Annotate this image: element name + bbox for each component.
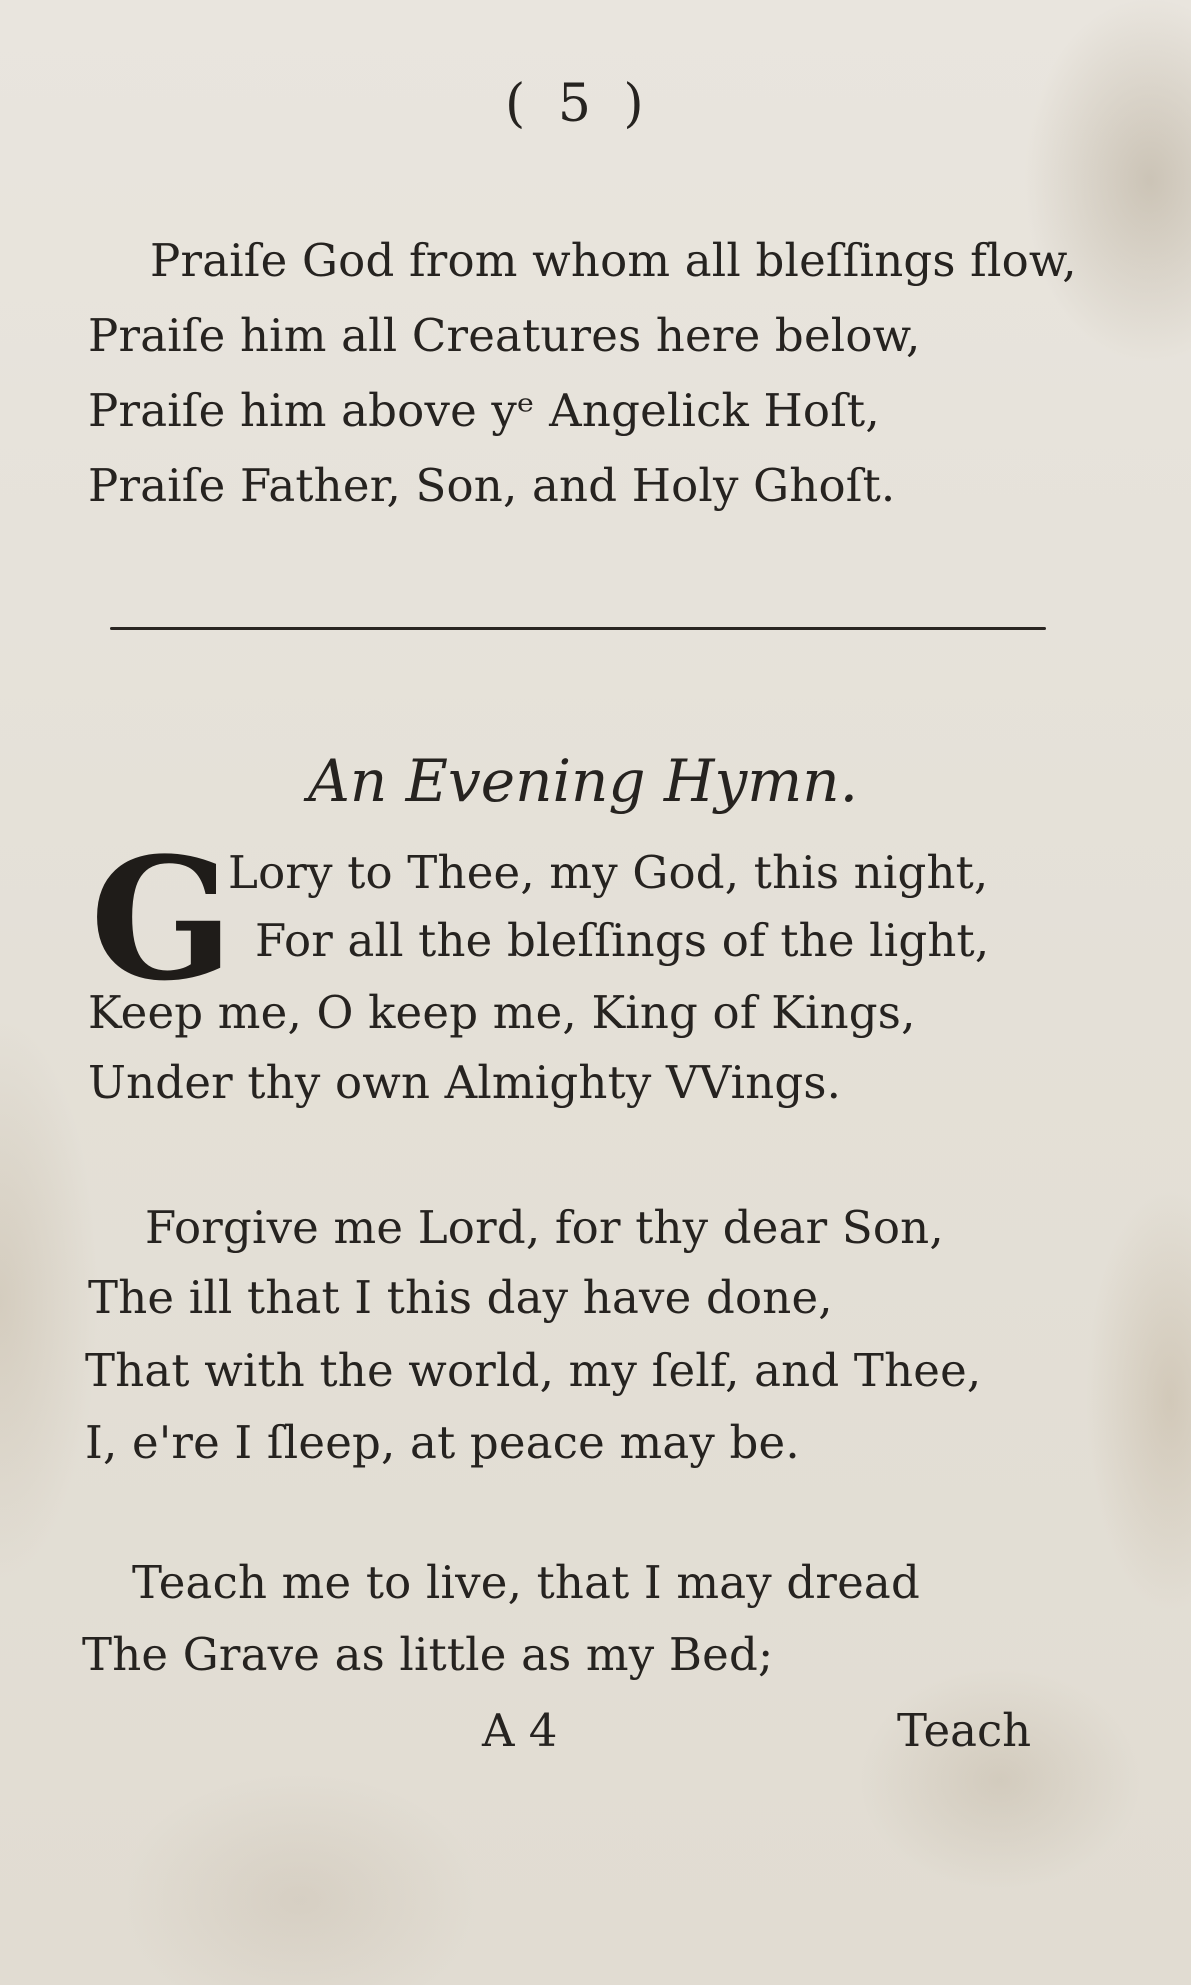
stanza2-line-3: That with the world, my ſelf, and Thee, [85,1344,982,1397]
stanza3-line-1: Teach me to live, that I may dread [132,1556,920,1609]
stanza2-line-1: Forgive me Lord, for thy dear Son, [145,1201,944,1254]
stanza2-line-2: The ill that I this day have done, [88,1271,833,1324]
doxology-line-3: Praiſe him above yᵉ Angelick Hoſt, [88,384,880,437]
page-number: ( 5 ) [505,74,652,134]
stanza1-line-4: Under thy own Almighty VVings. [88,1056,842,1109]
stanza3-line-2: The Grave as little as my Bed; [82,1628,774,1681]
hymn-title: An Evening Hymn. [308,747,859,815]
doxology-line-1: Praiſe God from whom all bleſſings flow, [150,234,1077,287]
doxology-line-4: Praiſe Father, Son, and Holy Ghoſt. [88,459,896,512]
catchword: Teach [897,1704,1032,1757]
stanza1-line-3: Keep me, O keep me, King of Kings, [88,986,916,1039]
section-divider [110,627,1046,630]
stanza2-line-4: I, e're I ſleep, at peace may be. [85,1416,800,1469]
stanza1-line-2: For all the bleſſings of the light, [255,914,990,967]
signature-mark: A 4 [482,1704,558,1757]
stanza1-line-1: Lory to Thee, my God, this night, [228,846,989,899]
drop-cap: G [90,820,234,1018]
doxology-line-2: Praiſe him all Creatures here below, [88,309,921,362]
